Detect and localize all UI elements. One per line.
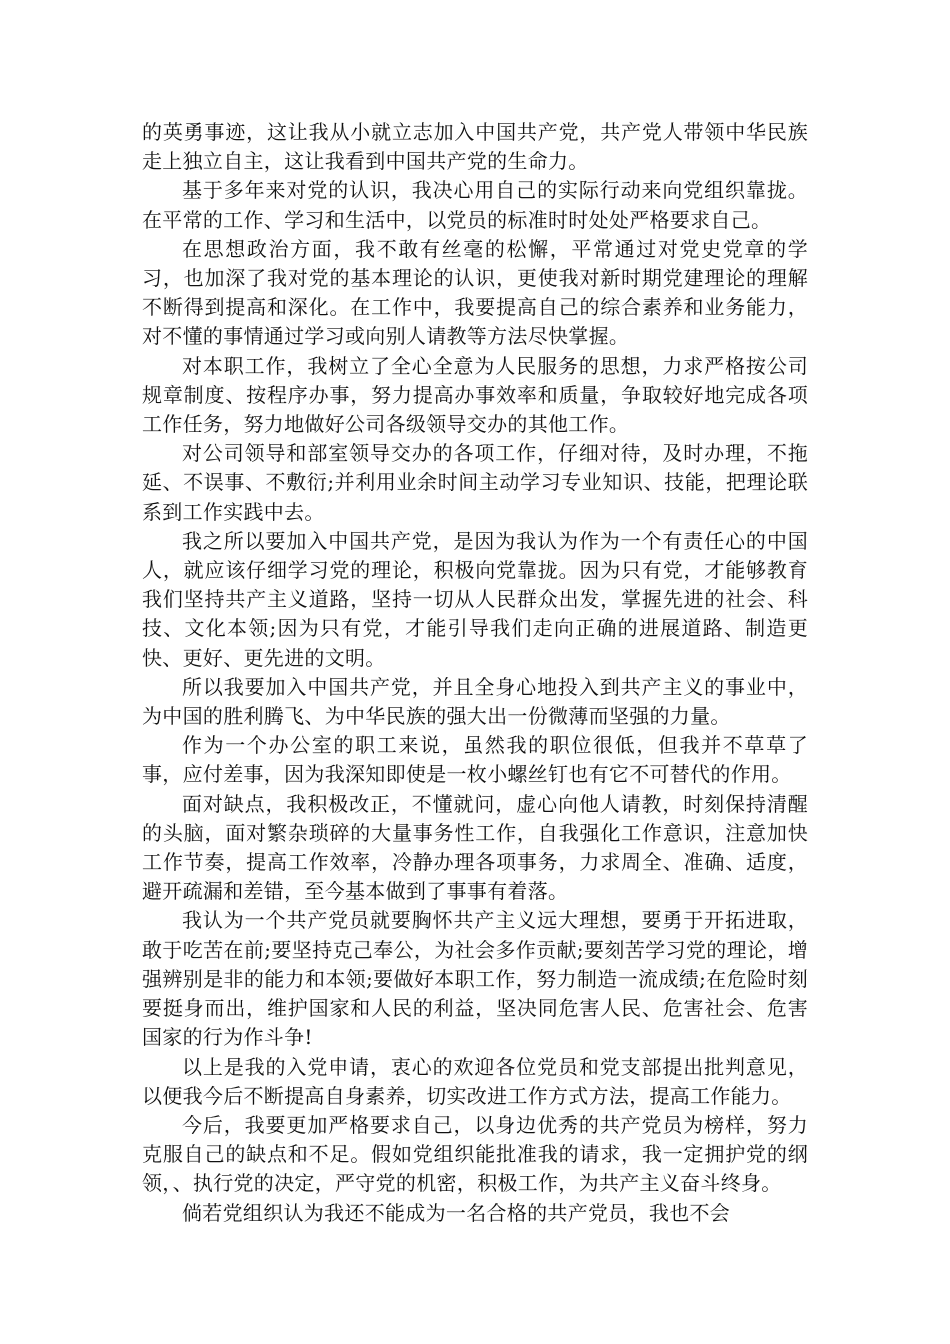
paragraph-10: 我认为一个共产党员就要胸怀共产主义远大理想，要勇于开拓进取，敢于吃苦在前;要坚持克己奉公，为社会多作贡献;要刻苦学习党的理论，增强辨别是非的能力和本领;要做好本职工作，努力制造一流成绩;在危险时刻要挺身而出，维护国家和人民的利益，坚决同危害人民、危害社会、危害国家的行为作斗争! [142,908,808,1050]
paragraph-3: 在思想政治方面，我不敢有丝毫的松懈，平常通过对党史党章的学习，也加深了我对党的基本理论的认识，更使我对新时期党建理论的理解不断得到提高和深化。在工作中，我要提高自己的综合素养和业务能力，对不懂的事情通过学习或向别人请教等方法尽快掌握。 [142,236,808,349]
paragraph-5: 对公司领导和部室领导交办的各项工作，仔细对待，及时办理，不拖延、不误事、不敷衍;并利用业余时间主动学习专业知识、技能，把理论联系到工作实践中去。 [142,441,808,524]
paragraph-4: 对本职工作，我树立了全心全意为人民服务的思想，力求严格按公司规章制度、按程序办事，努力提高办事效率和质量，争取较好地完成各项工作任务，努力地做好公司各级领导交办的其他工作。 [142,353,808,437]
paragraph-1: 的英勇事迹，这让我从小就立志加入中国共产党，共产党人带领中华民族走上独立自主，这让我看到中国共产党的生命力。 [142,120,808,174]
paragraph-8: 作为一个办公室的职工来说，虽然我的职位很低，但我并不草草了事，应付差事，因为我深知即使是一枚小螺丝钉也有它不可替代的作用。 [142,733,808,787]
paragraph-11: 以上是我的入党申请，衷心的欢迎各位党员和党支部提出批判意见，以便我今后不断提高自身素养，切实改进工作方式方法，提高工作能力。 [142,1054,808,1108]
document-body [142,118,808,1228]
paragraph-2: 基于多年来对党的认识，我决心用自己的实际行动来向党组织靠拢。在平常的工作、学习和生活中，以党员的标准时时处处严格要求自己。 [142,178,808,232]
paragraph-7: 所以我要加入中国共产党，并且全身心地投入到共产主义的事业中，为中国的胜利腾飞、为中华民族的强大出一份微薄而坚强的力量。 [142,674,808,729]
paragraph-9: 面对缺点，我积极改正，不懂就问，虚心向他人请教，时刻保持清醒的头脑，面对繁杂琐碎的大量事务性工作，自我强化工作意识，注意加快工作节奏，提高工作效率，冷静办理各项事务，力求周全、准确、适度，避开疏漏和差错，至今基本做到了事事有着落。 [142,791,808,904]
paragraph-12: 今后，我要更加严格要求自己，以身边优秀的共产党员为榜样，努力克服自己的缺点和不足。假如党组织能批准我的请求，我一定拥护党的纲领，、执行党的决定，严守党的机密，积极工作，为共产主义奋斗终身。 [142,1112,808,1196]
paragraph-13: 倘若党组织认为我还不能成为一名合格的共产党员，我也不会 [182,1200,731,1225]
paragraph-6: 我之所以要加入中国共产党，是因为我认为作为一个有责任心的中国人，就应该仔细学习党的理论，积极向党靠拢。因为只有党，才能够教育我们坚持共产主义道路，坚持一切从人民群众出发，掌握先进的社会、科技、文化本领;因为只有党，才能引导我们走向正确的进展道路、制造更快、更好、更先进的文明。 [142,528,808,670]
